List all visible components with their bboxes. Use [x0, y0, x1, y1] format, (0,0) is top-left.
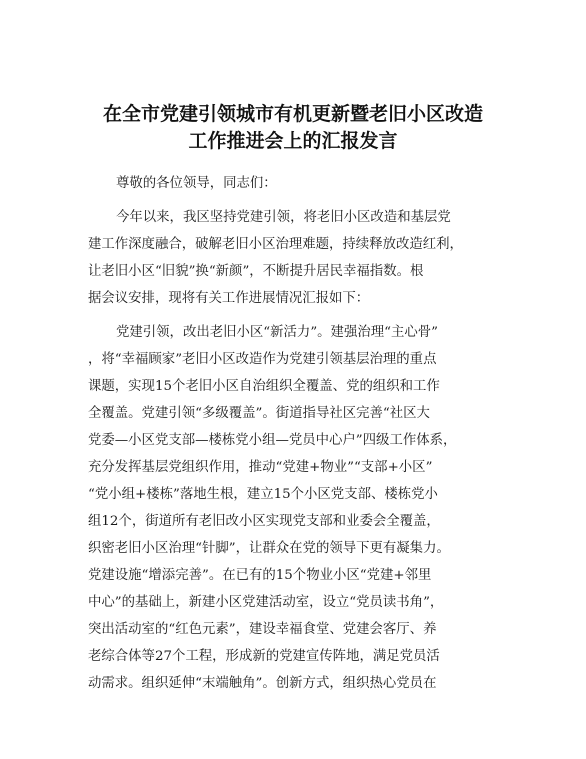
greeting: 尊敬的各位领导，同志们： — [116, 176, 277, 191]
paragraph-2-line-14: 动需求。组织延伸“末端触角”。创新方式，组织热心党员在 — [88, 676, 437, 691]
paragraph-1-line-3: 让老旧小区“旧貌”换“新颜”，不断提升居民幸福指数。根 — [88, 264, 424, 279]
paragraph-2-line-5: 党委—小区党支部—楼栋党小组—党员中心户”四级工作体系， — [88, 433, 457, 448]
paragraph-2-line-9: 织密老旧小区治理“针脚”，让群众在党的领导下更有凝集力。 — [88, 541, 450, 556]
document-title-line-2: 工作推进会上的汇报发言 — [188, 130, 398, 152]
paragraph-2-line-11: 中心”的基础上，新建小区党建活动室，设立“党员读书角”， — [88, 595, 444, 610]
paragraph-2-line-12: 突出活动室的“红色元素”，建设幸福食堂、党建会客厅、养 — [88, 622, 437, 637]
paragraph-2-line-8: 组12个，街道所有老旧改小区实现党支部和业委会全覆盖， — [88, 514, 440, 529]
paragraph-1-line-1: 今年以来，我区坚持党建引领，将老旧小区改造和基层党 — [116, 210, 451, 225]
paragraph-2-line-4: 全覆盖。党建引领“多级覆盖”。街道指导社区完善“社区大 — [88, 406, 430, 421]
paragraph-2-line-13: 老综合体等27个工程，形成新的党建宣传阵地，满足党员活 — [88, 649, 440, 664]
paragraph-2-line-7: “党小组+楼栋”落地生根，建立15个小区党支部、楼栋党小 — [88, 487, 438, 502]
paragraph-2-line-3: 课题，实现15个老旧小区自治组织全覆盖、党的组织和工作 — [88, 379, 440, 394]
paragraph-1-line-4: 据会议安排，现将有关工作进展情况汇报如下： — [88, 291, 370, 306]
paragraph-1-line-2: 建工作深度融合，破解老旧小区治理难题，持续释放改造红利， — [88, 237, 463, 252]
paragraph-2-line-1: 党建引领，改出老旧小区“新活力”。建强治理“主心骨” — [116, 325, 438, 340]
paragraph-2-line-10: 党建设施“增添完善”。在已有的15个物业小区“党建+邻里 — [88, 568, 432, 583]
document-title-line-1: 在全市党建引领城市有机更新暨老旧小区改造 — [102, 103, 483, 125]
paragraph-2-line-6: 充分发挥基层党组织作用，推动“党建+物业”“支部+小区” — [88, 460, 433, 475]
paragraph-2-line-2: ，将“幸福顾家”老旧小区改造作为党建引领基层治理的重点 — [88, 352, 437, 367]
